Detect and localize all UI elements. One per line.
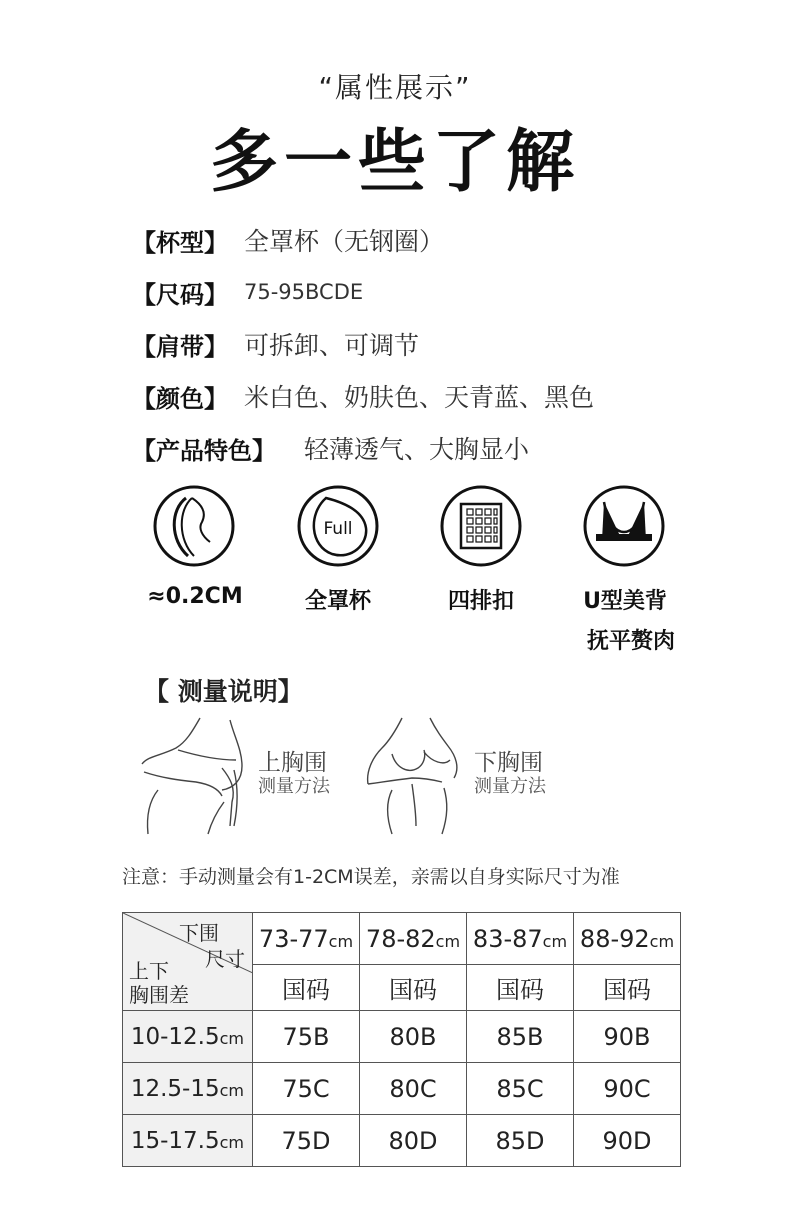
table-cell: 90B bbox=[574, 1011, 681, 1063]
attr-value: 轻薄透气、大胸显小 bbox=[304, 435, 530, 464]
row-header: 15-17.5cm bbox=[123, 1115, 253, 1167]
feature-label-u-back: U型美背 bbox=[583, 589, 667, 614]
measure-note: 注意：手动测量会有1-2CM误差，亲需以自身实际尺寸为准 bbox=[122, 866, 620, 888]
attr-key: 【颜色】 bbox=[132, 384, 228, 413]
table-row bbox=[123, 1063, 681, 1115]
corner-label-diff: 胸围差 bbox=[129, 983, 189, 1007]
attr-value: 米白色、奶肤色、天青蓝、黑色 bbox=[244, 383, 595, 412]
full-cup-icon-text: Full bbox=[323, 519, 353, 539]
upper-bust-sub: 测量方法 bbox=[258, 776, 330, 797]
table-cell: 90C bbox=[574, 1063, 681, 1115]
attr-color bbox=[132, 376, 594, 416]
table-cell: 75B bbox=[253, 1011, 360, 1063]
lower-bust-label: 下胸围 bbox=[474, 750, 543, 776]
attr-strap bbox=[132, 324, 419, 364]
column-subheader: 国码 bbox=[253, 965, 360, 1011]
table-cell: 75D bbox=[253, 1115, 360, 1167]
table-cell: 80D bbox=[360, 1115, 467, 1167]
table-cell: 85B bbox=[467, 1011, 574, 1063]
table-cell: 80B bbox=[360, 1011, 467, 1063]
attr-key: 【杯型】 bbox=[132, 228, 228, 257]
u-back-icon bbox=[582, 484, 666, 568]
table-cell: 80C bbox=[360, 1063, 467, 1115]
corner-label-updown: 上下 bbox=[129, 959, 169, 983]
column-header: 78-82cm bbox=[360, 913, 467, 965]
attr-value: 75-95BCDE bbox=[244, 280, 364, 304]
column-header: 73-77cm bbox=[253, 913, 360, 965]
corner-label-size: 尺寸 bbox=[205, 947, 245, 971]
section-subtitle: “属性展示” bbox=[318, 71, 472, 104]
table-cell: 85C bbox=[467, 1063, 574, 1115]
table-header-row bbox=[123, 913, 681, 965]
feature-label-full-cup: 全罩杯 bbox=[304, 589, 371, 614]
attr-feature bbox=[132, 428, 529, 468]
column-subheader: 国码 bbox=[467, 965, 574, 1011]
column-header: 88-92cm bbox=[574, 913, 681, 965]
table-corner-cell bbox=[123, 913, 253, 1011]
table-cell: 75C bbox=[253, 1063, 360, 1115]
attr-key: 【尺码】 bbox=[132, 280, 228, 309]
feature-label-thickness: ≈0.2CM bbox=[147, 584, 243, 609]
attr-cup-type bbox=[132, 220, 444, 260]
feature-label-hooks: 四排扣 bbox=[447, 589, 514, 614]
row-header: 12.5-15cm bbox=[123, 1063, 253, 1115]
lower-bust-sub: 测量方法 bbox=[474, 776, 546, 797]
table-row bbox=[123, 1115, 681, 1167]
thin-cup-icon bbox=[152, 484, 236, 568]
attr-size bbox=[132, 272, 363, 312]
feature-label-u-back-2: 抚平赘肉 bbox=[586, 629, 675, 654]
full-cup-icon bbox=[296, 484, 380, 568]
table-row bbox=[123, 1011, 681, 1063]
lower-bust-illustration bbox=[362, 716, 472, 836]
table-cell: 85D bbox=[467, 1115, 574, 1167]
attr-key: 【肩带】 bbox=[132, 332, 228, 361]
attr-key: 【产品特色】 bbox=[132, 436, 276, 465]
hook-clasp-icon bbox=[439, 484, 523, 568]
size-table bbox=[122, 912, 681, 1167]
table-cell: 90D bbox=[574, 1115, 681, 1167]
attr-value: 可拆卸、可调节 bbox=[244, 331, 420, 360]
measure-title: 【 测量说明】 bbox=[144, 677, 303, 706]
attr-value: 全罩杯（无钢圈） bbox=[244, 227, 445, 256]
upper-bust-illustration bbox=[138, 716, 256, 836]
row-header: 10-12.5cm bbox=[123, 1011, 253, 1063]
column-header: 83-87cm bbox=[467, 913, 574, 965]
column-subheader: 国码 bbox=[360, 965, 467, 1011]
upper-bust-label: 上胸围 bbox=[258, 750, 327, 776]
corner-label-lower: 下围 bbox=[179, 921, 219, 945]
column-subheader: 国码 bbox=[574, 965, 681, 1011]
page-title: 多一些了解 bbox=[209, 123, 580, 202]
